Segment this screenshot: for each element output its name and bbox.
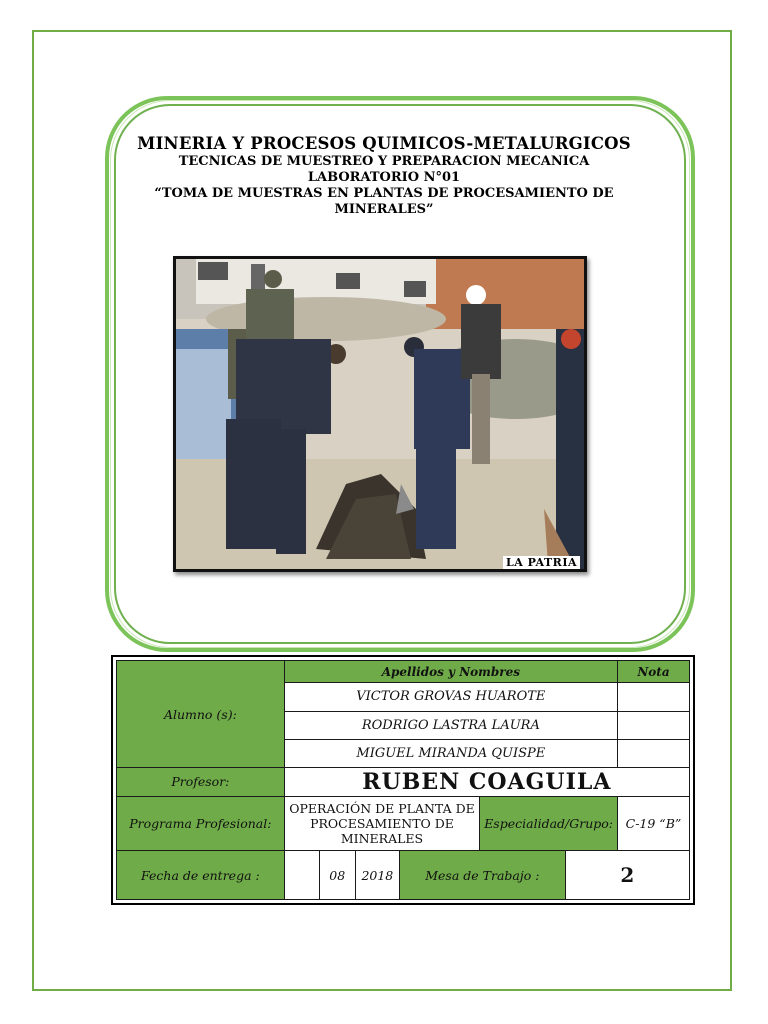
nota-cell-2[interactable] (617, 711, 689, 739)
profesor-label: Profesor: (117, 768, 285, 796)
mesa-label: Mesa de Trabajo : (399, 851, 565, 900)
nota-cell-3[interactable] (617, 739, 689, 767)
student-name-2: RODRIGO LASTRA LAURA (284, 711, 617, 739)
lab-number: LABORATORIO N°01 (307, 170, 461, 185)
course-subtitle: TECNICAS DE MUESTREO Y PREPARACION MECANICA (178, 154, 590, 169)
topic-line-2: MINERALES” (334, 202, 434, 217)
nota-header: Nota (617, 661, 689, 683)
photo-illustration (176, 259, 584, 569)
student-info-table (111, 655, 695, 905)
cover-photo (173, 256, 587, 572)
mesa-value: 2 (565, 851, 689, 900)
fecha-month: 08 (319, 851, 355, 900)
student-name-1: VICTOR GROVAS HUAROTE (284, 683, 617, 711)
nota-cell-1[interactable] (617, 683, 689, 711)
names-header: Apellidos y Nombres (284, 661, 617, 683)
profesor-value: RUBEN COAGUILA (284, 768, 689, 796)
programa-value: OPERACIÓN DE PLANTA DE PROCESAMIENTO DE MINERALES (284, 796, 480, 851)
fecha-day (284, 851, 319, 900)
especialidad-label: Especialidad/Grupo: (480, 796, 618, 851)
topic-line-1: “TOMA DE MUESTRAS EN PLANTAS DE PROCESAMIENTO DE (154, 186, 614, 201)
course-title: MINERIA Y PROCESOS QUIMICOS-METALURGICOS (137, 134, 631, 153)
photo-watermark: LA PATRIA (503, 556, 580, 569)
programa-label: Programa Profesional: (117, 796, 285, 851)
especialidad-value: C-19 “B” (617, 796, 689, 851)
student-name-3: MIGUEL MIRANDA QUISPE (284, 739, 617, 767)
info-table (116, 660, 690, 900)
fecha-label: Fecha de entrega : (117, 851, 285, 900)
course-subtitle-block (124, 154, 644, 218)
alumno-label: Alumno (s): (117, 661, 285, 768)
fecha-year: 2018 (355, 851, 399, 900)
